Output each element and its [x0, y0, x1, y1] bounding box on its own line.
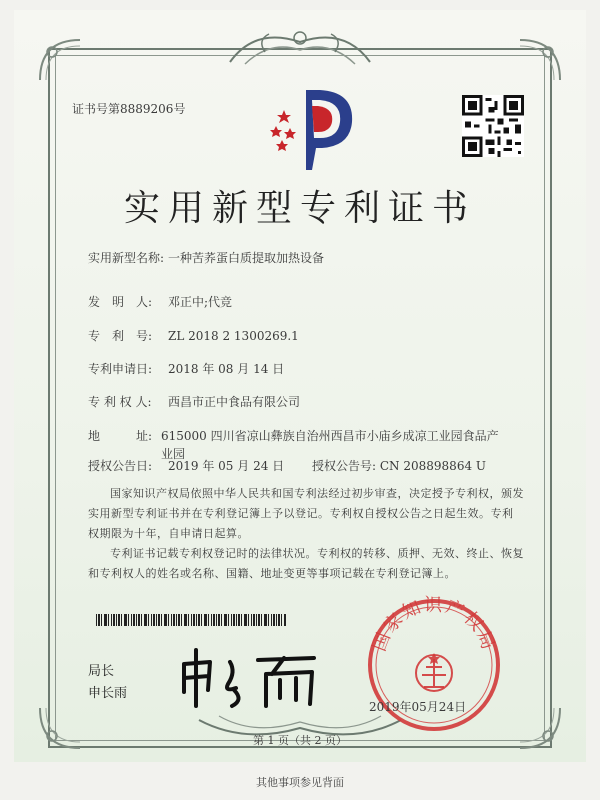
field-label: 发 明 人:	[88, 295, 153, 309]
page-number: 第 1 页（共 2 页）	[253, 734, 347, 747]
seal-text: 国家知识产权局	[368, 595, 500, 655]
field-announce-date	[88, 457, 284, 474]
field-value: CN 208898864 U	[379, 459, 487, 473]
barcode	[96, 614, 286, 626]
field-inventor	[88, 293, 232, 310]
field-value: 2018 年 08 月 14 日	[168, 362, 285, 376]
field-value: 一种苦荞蛋白质提取加热设备	[168, 251, 325, 265]
corner-ornament-top-right	[516, 36, 564, 84]
body-paragraph-1: 国家知识产权局依照中华人民共和国专利法经过初步审查，决定授予专利权，颁发实用新型专利证书并在专利登记簿上予以登记。专利权自授权公告之日起生效。专利权期限为十年，自申请日起算。	[88, 487, 524, 540]
field-label: 实用新型名称:	[88, 251, 165, 265]
field-announce-number	[312, 457, 486, 474]
director-signature	[174, 642, 324, 712]
field-label: 授权公告号:	[312, 459, 377, 473]
field-value: 邓正中;代竞	[168, 295, 233, 309]
seal-date: 2019年05月24日	[369, 700, 467, 714]
qr-code	[462, 95, 524, 157]
field-label: 专 利 权 人:	[88, 395, 152, 409]
field-value: ZL 2018 2 1300269.1	[168, 329, 299, 343]
body-paragraph-2: 专利证书记载专利权登记时的法律状况。专利权的转移、质押、无效、终止、恢复和专利权人的姓名或名称、国籍、地址变更等事项记载在专利登记簿上。	[88, 547, 524, 580]
corner-ornament-top-left	[36, 36, 84, 84]
patent-office-logo	[262, 82, 362, 177]
field-value: 2019 年 05 月 24 日	[168, 459, 285, 473]
field-patentee	[88, 393, 300, 410]
field-value: 西昌市正中食品有限公司	[168, 395, 301, 409]
field-label: 地 址:	[88, 429, 153, 443]
footer-note: 其他事项参见背面	[256, 776, 344, 789]
field-label: 授权公告日:	[88, 459, 153, 473]
top-scroll-ornament	[225, 22, 375, 74]
field-utility-model-name	[88, 249, 324, 266]
signatory-title: 局长	[88, 664, 115, 679]
svg-text:国家知识产权局	[369, 595, 499, 654]
field-label: 专利申请日:	[88, 362, 153, 376]
certificate-number: 证书号第8889206号	[72, 102, 186, 116]
certificate-paper	[14, 10, 586, 762]
field-label: 专 利 号:	[88, 329, 153, 343]
field-address-value: 615000 四川省凉山彝族自治州西昌市小庙乡成凉工业园食品产业园	[161, 429, 499, 461]
signatory-name: 申长雨	[88, 686, 128, 701]
certificate-title: 实用新型专利证书	[123, 188, 476, 229]
field-patent-number	[88, 327, 299, 344]
field-address	[88, 427, 168, 444]
field-filing-date	[88, 360, 284, 377]
